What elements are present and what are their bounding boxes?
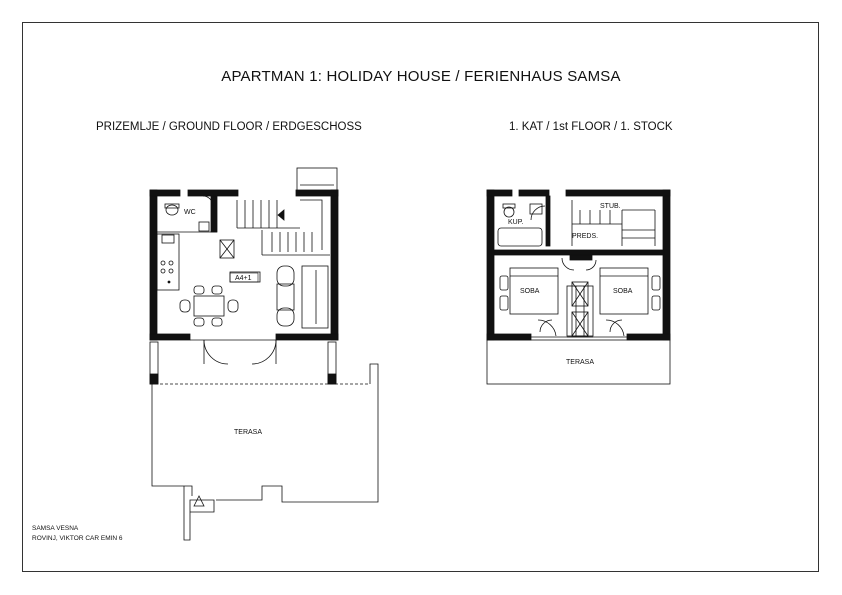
drawing-title: APARTMAN 1: HOLIDAY HOUSE / FERIENHAUS SAMSA — [221, 68, 621, 85]
owner-name: SAMSA VESNA — [32, 525, 79, 532]
bathroom-label: KUP. — [508, 219, 524, 226]
unit-label: A4+1 — [235, 275, 252, 282]
hall-label: PREDS. — [572, 233, 599, 240]
ground-floor-plan — [150, 168, 378, 540]
stairs-label: STUB. — [600, 203, 621, 210]
right-room-label: SOBA — [613, 288, 633, 295]
address: ROVINJ, VIKTOR CAR EMIN 6 — [32, 535, 123, 542]
left-room-label: SOBA — [520, 288, 540, 295]
ground-floor-heading: PRIZEMLJE / GROUND FLOOR / ERDGESCHOSS — [96, 121, 362, 133]
first-terrace-label: TERASA — [566, 359, 595, 366]
first-floor-heading: 1. KAT / 1st FLOOR / 1. STOCK — [509, 121, 673, 133]
ground-terrace-label: TERASA — [234, 429, 263, 436]
wc-label: WC — [184, 209, 196, 216]
